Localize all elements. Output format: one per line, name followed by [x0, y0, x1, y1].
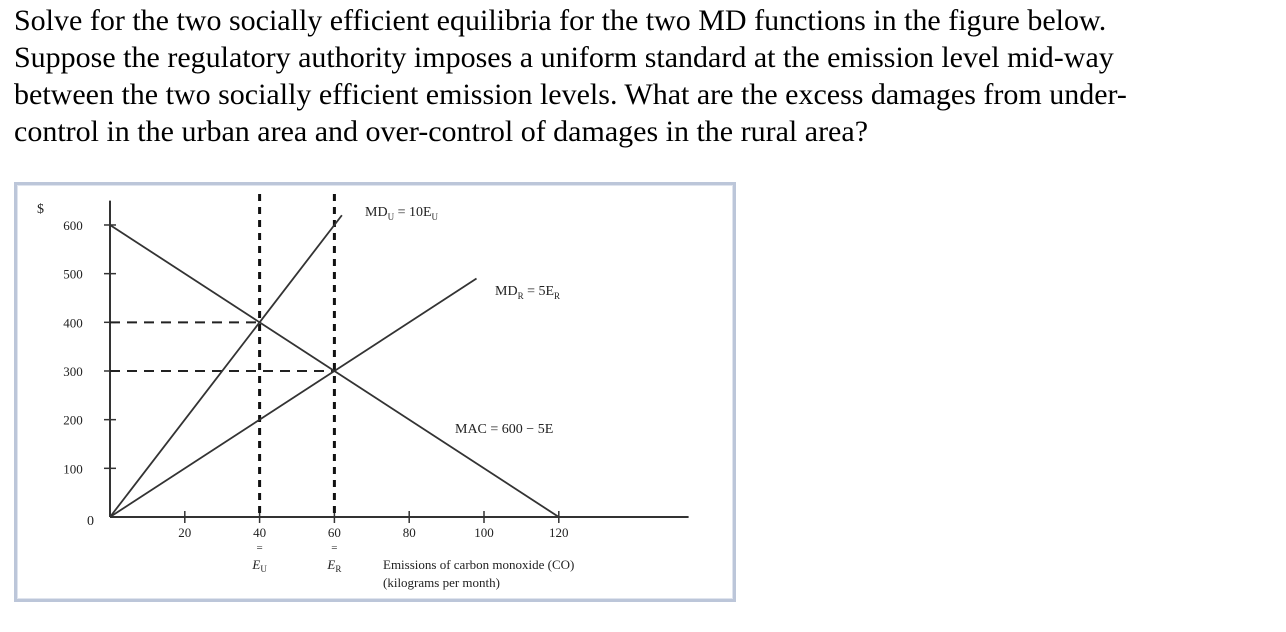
y-tick-label-300: 300 [63, 363, 83, 379]
y-axis-label: $ [37, 202, 44, 217]
question-line-4: control in the urban area and over-control of damages in the rural area? [14, 115, 869, 148]
y-tick-label-200: 200 [63, 412, 83, 428]
y-tick-label-400: 400 [63, 315, 83, 331]
question-text [14, 2, 1276, 150]
question-line-2: Suppose the regulatory authority imposes a uniform standard at the emission level mid-way [14, 41, 1114, 74]
emissions-chart [17, 185, 733, 599]
annotation-label-0: $E_U$ [252, 557, 267, 574]
y-tick-label-600: 600 [63, 217, 83, 233]
md-rural-label: $MD_R = 5E_R$ [495, 284, 561, 301]
annotation-label-1: $E_R$ [327, 557, 342, 574]
annotation-equals-0: = [256, 542, 263, 554]
md-urban-line [110, 215, 342, 517]
question-line-3: between the two socially efficient emission levels. What are the excess damages from under- [14, 78, 1127, 111]
x-tick-label-120: 120 [549, 525, 569, 540]
x-axis-label-line-2: (kilograms per month) [383, 575, 500, 590]
question-line-1: Solve for the two socially efficient equilibria for the two MD functions in the figure below. [14, 4, 1107, 37]
x-tick-label-20: 20 [178, 525, 192, 540]
x-tick-label-40: 40 [253, 525, 267, 540]
y-tick-label-100: 100 [63, 461, 83, 477]
x-tick-label-80: 80 [402, 525, 416, 540]
x-tick-label-60: 60 [327, 525, 341, 540]
x-axis-label-line-1: Emissions of carbon monoxide (CO) [383, 557, 575, 572]
md-urban-label: $MD_U = 10E_U$ [365, 205, 439, 222]
annotation-equals-1: = [331, 542, 338, 554]
x-tick-label-100: 100 [474, 525, 494, 540]
figure-frame [14, 182, 736, 602]
origin-label: 0 [87, 514, 94, 529]
mac-label: MAC = 600 − 5E [455, 422, 554, 437]
md-rural-line [110, 279, 477, 517]
y-tick-label-500: 500 [63, 266, 83, 282]
